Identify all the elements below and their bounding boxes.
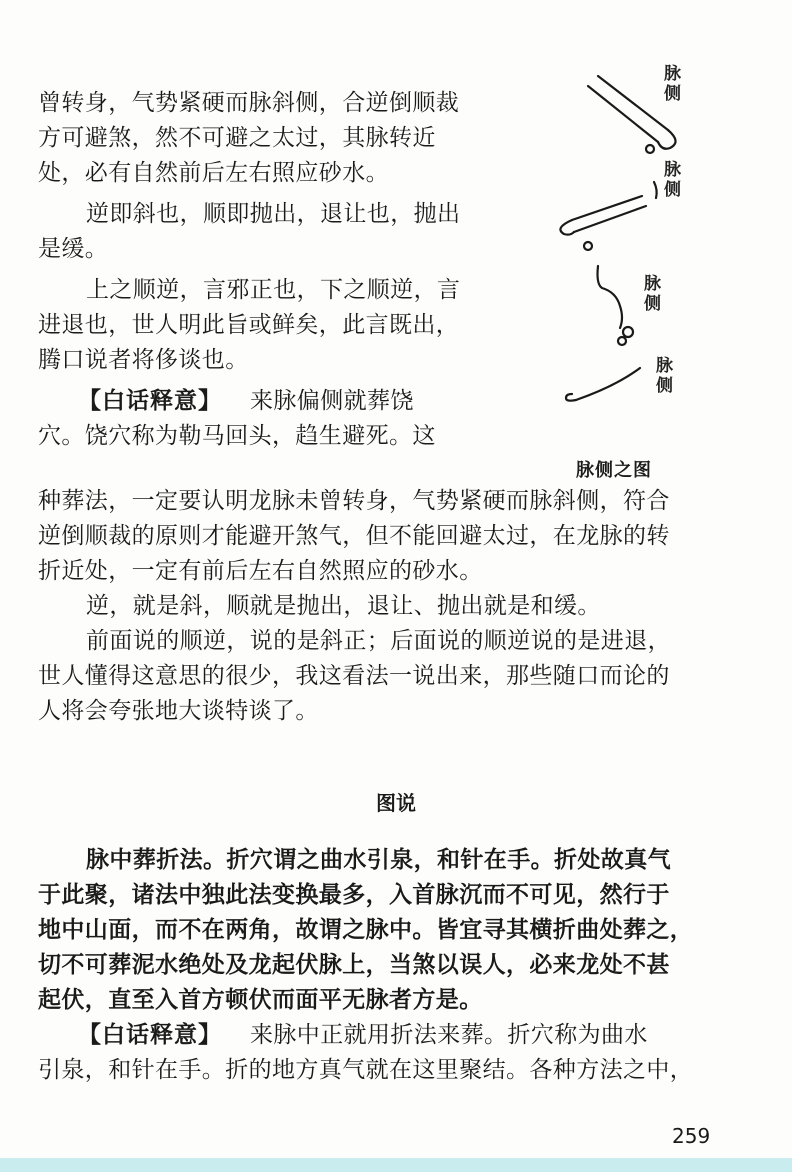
diagram-stroke	[654, 182, 657, 198]
figure-label: 脉侧	[664, 160, 681, 200]
diagram-stroke	[576, 368, 640, 400]
text-line: 人将会夸张地大谈特谈了。	[38, 698, 319, 724]
baihua-text: 来脉偏侧就葬饶	[250, 388, 414, 414]
baihua-heading: 【白话释意】	[78, 1022, 222, 1048]
diagram-stroke	[658, 130, 676, 149]
baihua-paragraph-1	[38, 384, 513, 419]
diagram-stroke	[618, 337, 626, 345]
text-line: 逆即斜也，顺即抛出，退让也，抛出	[86, 201, 461, 227]
text-line: 逆倒顺裁的原则才能避开煞气，但不能回避太过，在龙脉的转	[38, 523, 670, 549]
diagram-stroke	[646, 145, 654, 153]
text-line: 曾转身，气势紧硬而脉斜侧，合逆倒顺裁	[38, 90, 460, 116]
page-number: 259	[672, 1124, 711, 1148]
diagram-stroke	[584, 242, 592, 250]
text-line: 逆，就是斜，顺就是抛出，退让、抛出就是和缓。	[86, 593, 601, 619]
text-line: 脉中葬折法。折穴谓之曲水引泉，和针在手。折处故真气	[86, 846, 671, 873]
baihua-paragraph-2	[38, 1018, 758, 1088]
diagram-stroke	[574, 206, 646, 232]
baihua-text: 来脉中正就用折法来葬。折穴称为曲水	[250, 1022, 648, 1048]
text-line: 前面说的顺逆，说的是斜正；后面说的顺逆说的是进退，	[86, 628, 671, 654]
figure-label: 脉侧	[644, 274, 661, 314]
text-line: 切不可葬泥水绝处及龙起伏脉上，当煞以误人，必来龙处不甚	[38, 951, 670, 978]
diagram-stroke	[560, 220, 574, 235]
top-text-block	[38, 86, 513, 454]
figure-caption: 脉侧之图	[576, 460, 652, 481]
diagram-stroke	[623, 327, 633, 337]
text-line: 腾口说者将侈谈也。	[38, 347, 249, 373]
diagram-stroke	[598, 266, 623, 328]
text-line: 起伏，直至入首方顿伏而面平无脉者方是。	[38, 986, 483, 1013]
text-line: 上之顺逆，言邪正也，下之顺逆，言	[86, 277, 461, 303]
text-line: 世人懂得这意思的很少，我这看法一说出来，那些随口而论的	[38, 663, 670, 689]
text-line: 方可避煞，然不可避之太过，其脉转近	[38, 125, 436, 151]
diagram-stroke	[572, 196, 642, 220]
text-line: 是缓。	[38, 236, 109, 262]
mai-ce-figure	[536, 56, 756, 486]
mai-ce-diagram	[536, 56, 756, 456]
text-line: 地中山面，而不在两角，故谓之脉中。皆宜寻其横折曲处葬之，	[38, 916, 694, 943]
text-line: 进退也，世人明此旨或鲜矣，此言既出，	[38, 312, 460, 338]
figure-label: 脉侧	[664, 64, 681, 104]
text-line: 引泉，和针在手。折的地方真气就在这里聚结。各种方法之中，	[38, 1057, 694, 1083]
page-bottom-bar	[0, 1158, 792, 1172]
full-text-block	[38, 484, 758, 729]
text-line: 种葬法，一定要认明龙脉未曾转身，气势紧硬而脉斜侧，符合	[38, 488, 670, 514]
diagram-stroke	[566, 394, 576, 401]
figure-label: 脉侧	[656, 356, 673, 396]
bold-text-block	[38, 842, 758, 1017]
text-line: 折近处，一定有前后左右自然照应的砂水。	[38, 558, 483, 584]
text-line: 于此聚，诸法中独此法变换最多，入首脉沉而不可见，然行于	[38, 881, 670, 908]
text-line: 穴。饶穴称为勒马回头，趋生避死。这	[38, 423, 436, 449]
section-title: 图说	[376, 791, 416, 815]
baihua-heading: 【白话释意】	[78, 388, 222, 414]
text-line: 处，必有自然前后左右照应砂水。	[38, 160, 389, 186]
